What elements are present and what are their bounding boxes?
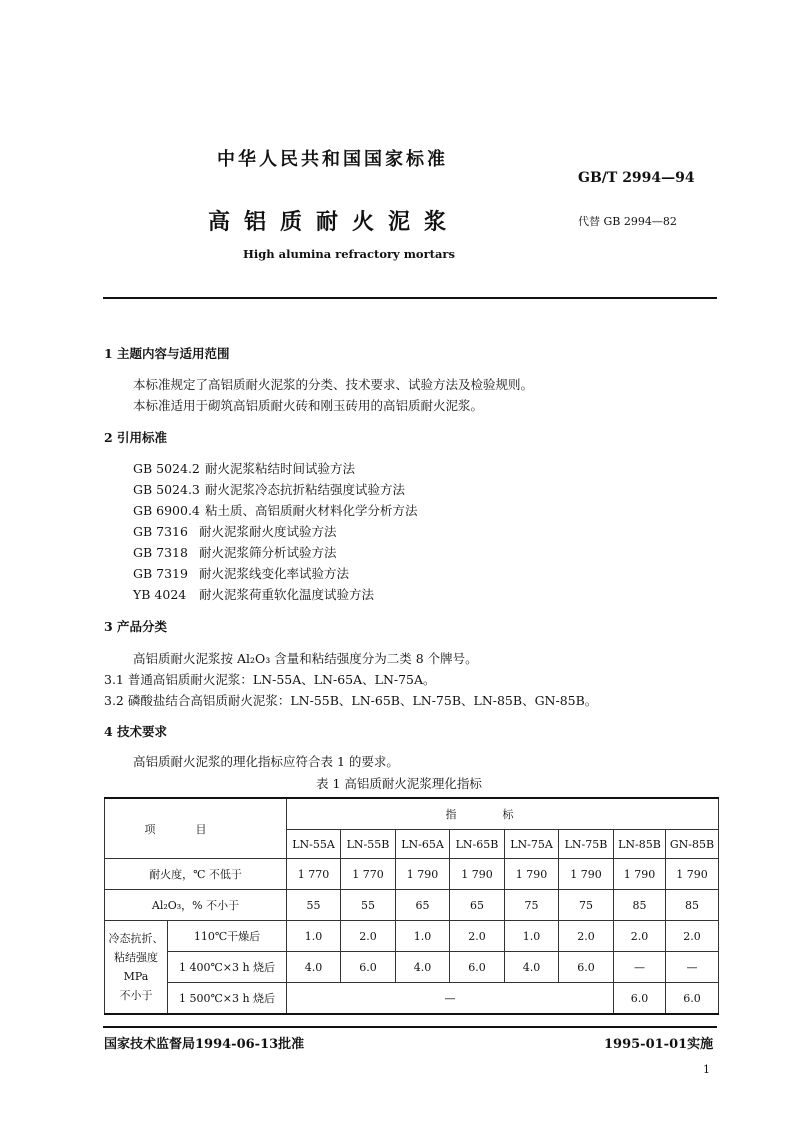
section-1-heading: 1 主题内容与适用范围 [104,346,230,361]
table-cell: 1 770 [287,859,341,890]
table-cell: 1 770 [341,859,396,890]
row-label: 110℃干燥后 [168,921,287,952]
row-label: 1 400℃×3 h 烧后 [168,952,287,983]
reference-item: GB 5024.2 耐火泥浆粘结时间试验方法 [133,461,356,476]
row-label: 1 500℃×3 h 烧后 [168,983,287,1015]
english-title: High alumina refractory mortars [243,247,455,261]
section-2-heading: 2 引用标准 [104,430,168,445]
table-row [105,890,719,921]
reference-item: GB 5024.3 耐火泥浆冷态抗折粘结强度试验方法 [133,482,406,497]
table-caption: 表 1 高铝质耐火泥浆理化指标 [316,776,482,791]
reference-item: YB 4024 耐火泥浆荷重软化温度试验方法 [133,587,375,602]
grade-header: LN-85B [614,830,666,859]
table-cell: 1 790 [505,859,559,890]
table-cell: 1 790 [614,859,666,890]
table-cell: 55 [287,890,341,921]
table-cell: 4.0 [287,952,341,983]
section-4-para: 高铝质耐火泥浆的理化指标应符合表 1 的要求。 [133,754,399,769]
grade-header: LN-75A [505,830,559,859]
table-cell: 4.0 [505,952,559,983]
table-cell: 65 [450,890,505,921]
page-number: 1 [703,1063,710,1076]
reference-item: GB 7319 耐火泥浆线变化率试验方法 [133,566,350,581]
section-3-para: 高铝质耐火泥浆按 Al₂O₃ 含量和粘结强度分为二类 8 个牌号。 [133,651,478,666]
table-cell: 2.0 [341,921,396,952]
reference-item: GB 7318 耐火泥浆筛分析试验方法 [133,545,337,560]
table-cell: 1.0 [287,921,341,952]
footer-rule [103,1026,717,1028]
table-cell: 85 [666,890,719,921]
table-cell: 85 [614,890,666,921]
section-3-2: 3.2 磷酸盐结合高铝质耐火泥浆：LN-55B、LN-65B、LN-75B、LN-85B、GN-85B。 [104,693,598,708]
header-rule [103,297,717,299]
replaces-note: 代替 GB 2994—82 [578,215,677,228]
item-header: 项目 [105,798,287,859]
standard-code: GB/T 2994—94 [578,170,695,186]
table-cell: — [666,952,719,983]
table-cell: 1 790 [396,859,450,890]
table-cell: 6.0 [450,952,505,983]
table-cell: 2.0 [559,921,614,952]
table-cell: 55 [341,890,396,921]
section-1-para-2: 本标准适用于砌筑高铝质耐火砖和刚玉砖用的高铝质耐火泥浆。 [133,398,484,413]
table-cell: 2.0 [450,921,505,952]
table-cell: 65 [396,890,450,921]
table-cell: 1 790 [559,859,614,890]
grade-header: LN-55A [287,830,341,859]
table-cell: 1.0 [505,921,559,952]
grade-header: LN-65B [450,830,505,859]
table-cell: 4.0 [396,952,450,983]
table-cell: 75 [505,890,559,921]
table-row [105,859,719,890]
table-cell: 1.0 [396,921,450,952]
index-header: 指标 [287,798,719,830]
strength-group-label: 冷态抗折、 粘结强度 MPa 不小于 [105,921,168,1015]
section-3-1: 3.1 普通高铝质耐火泥浆：LN-55A、LN-65A、LN-75A。 [104,672,436,687]
table-cell: 6.0 [559,952,614,983]
table-cell: 6.0 [666,983,719,1015]
grade-header: GN-85B [666,830,719,859]
grade-header: LN-55B [341,830,396,859]
issuing-body: 中华人民共和国国家标准 [217,149,448,170]
section-1-para-1: 本标准规定了高铝质耐火泥浆的分类、技术要求、试验方法及检验规则。 [133,377,534,392]
grade-header: LN-65A [396,830,450,859]
row-label: 耐火度，℃ 不低于 [105,859,287,890]
properties-table [104,797,719,1015]
table-cell: 6.0 [614,983,666,1015]
table-cell-merged: — [287,983,614,1015]
section-4-heading: 4 技术要求 [104,724,168,739]
reference-item: GB 7316 耐火泥浆耐火度试验方法 [133,524,337,539]
reference-item: GB 6900.4 粘土质、高铝质耐火材料化学分析方法 [133,503,418,518]
table-cell: 2.0 [666,921,719,952]
effective-date: 1995-01-01实施 [604,1037,714,1052]
table-cell: 2.0 [614,921,666,952]
row-label: Al₂O₃，% 不小于 [105,890,287,921]
table-cell: 1 790 [450,859,505,890]
table-row [105,983,719,1015]
table-cell: — [614,952,666,983]
table-row [105,921,719,952]
table-cell: 6.0 [341,952,396,983]
approval-note: 国家技术监督局1994-06-13批准 [104,1037,305,1052]
grade-header: LN-75B [559,830,614,859]
document-title: 高铝质耐火泥浆 [208,209,461,235]
table-row [105,952,719,983]
section-3-heading: 3 产品分类 [104,619,168,634]
table-cell: 75 [559,890,614,921]
table-cell: 1 790 [666,859,719,890]
